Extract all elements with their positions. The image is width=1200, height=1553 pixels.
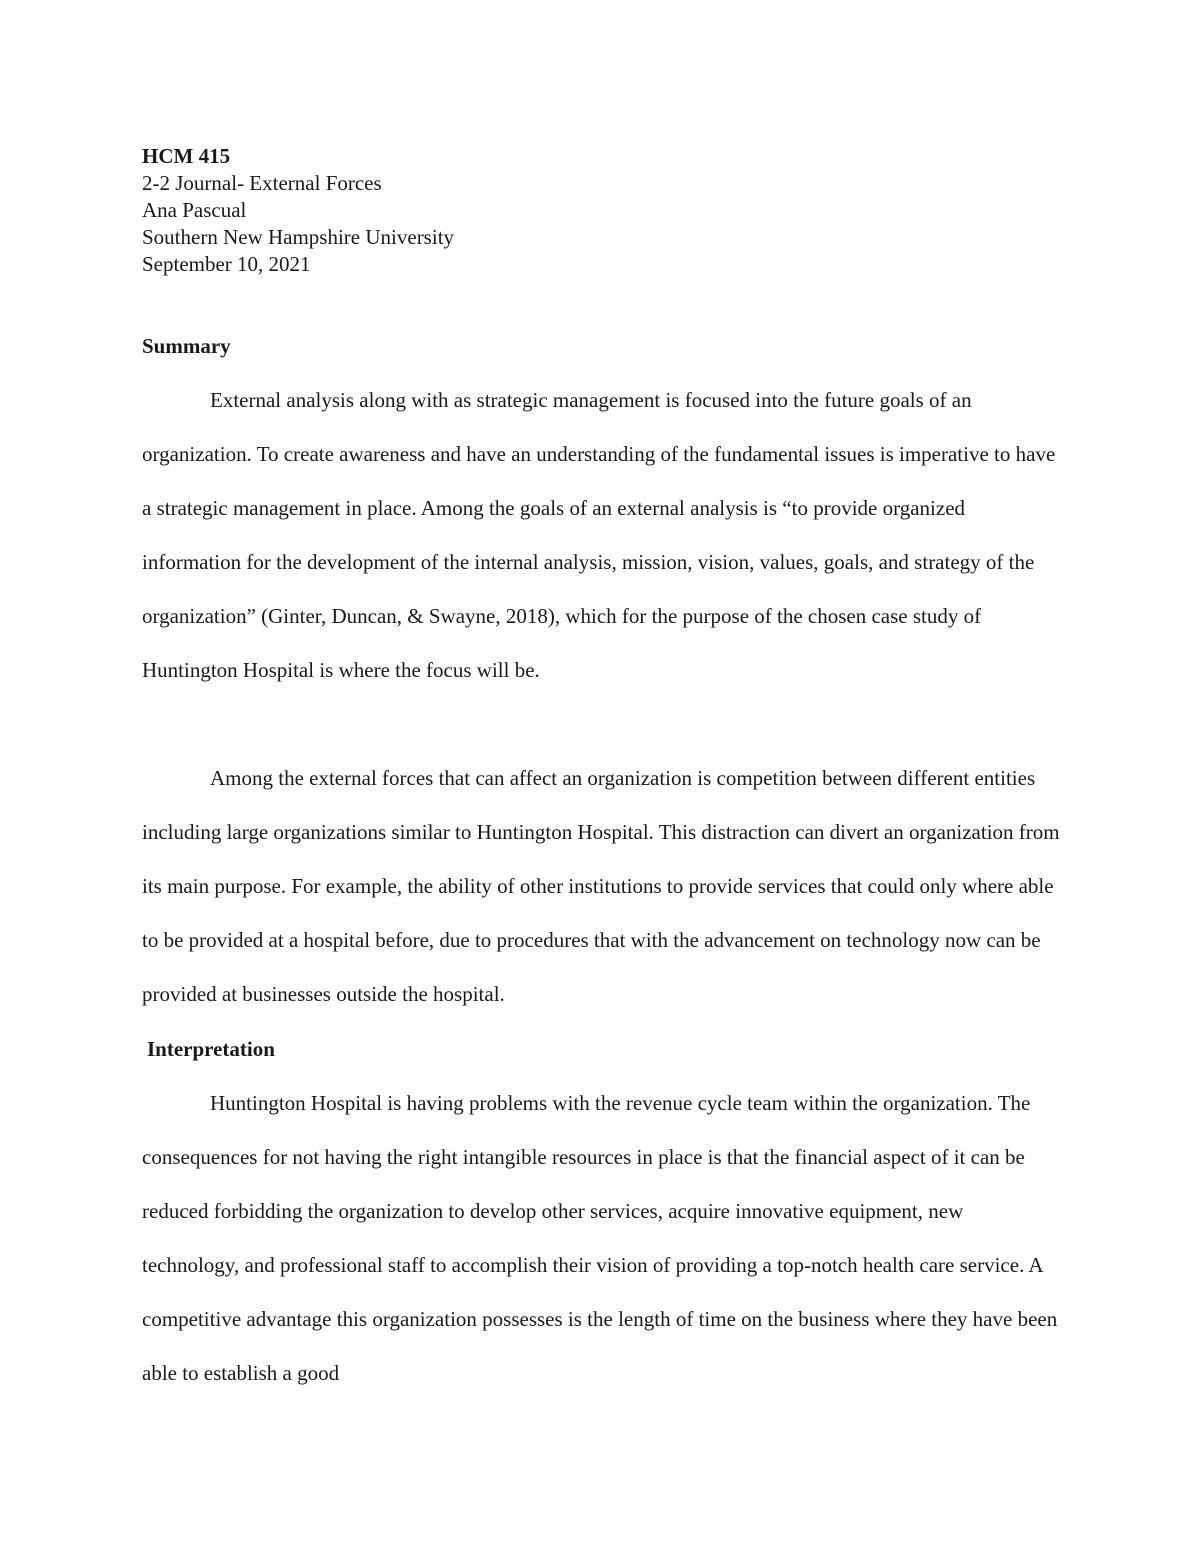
institution-name: Southern New Hampshire University — [142, 225, 455, 249]
title-block — [142, 143, 1062, 278]
author-name: Ana Pascual — [142, 198, 247, 222]
course-title: HCM 415 — [142, 144, 231, 168]
submission-date: September 10, 2021 — [142, 252, 311, 276]
interpretation-heading: Interpretation — [147, 1037, 275, 1061]
interpretation-paragraph-1: Huntington Hospital is having problems with the revenue cycle team within the organization. The consequences for not having the right intangible resources in place is that the financial aspect of it can be reduced forbidding the organization to develop other services, acquire innovative equipment, new technology, and professional staff to accomplish their vision of providing a top-notch health care service. A competitive advantage this organization possesses is the length of time on the business where they have been able to establish a good — [142, 1091, 1058, 1385]
summary-heading: Summary — [142, 334, 231, 358]
summary-paragraph-1: External analysis along with as strategic management is focused into the future goals of an organization. To create awareness and have an understanding of the fundamental issues is imperative to have a strategic management in place. Among the goals of an external analysis is “to provide organized information for the development of the internal analysis, mission, vision, values, goals, and strategy of the organization” (Ginter, Duncan, & Swayne, 2018), which for the purpose of the chosen case study of Huntington Hospital is where the focus will be. — [142, 388, 1056, 682]
assignment-title: 2-2 Journal- External Forces — [142, 171, 382, 195]
summary-paragraph-2: Among the external forces that can affect an organization is competition between different entities including large organizations similar to Huntington Hospital. This distraction can divert an organization from its main purpose. For example, the ability of other institutions to provide services that could only where able to be provided at a hospital before, due to procedures that with the advancement on technology now can be provided at businesses outside the hospital. — [142, 766, 1060, 1006]
